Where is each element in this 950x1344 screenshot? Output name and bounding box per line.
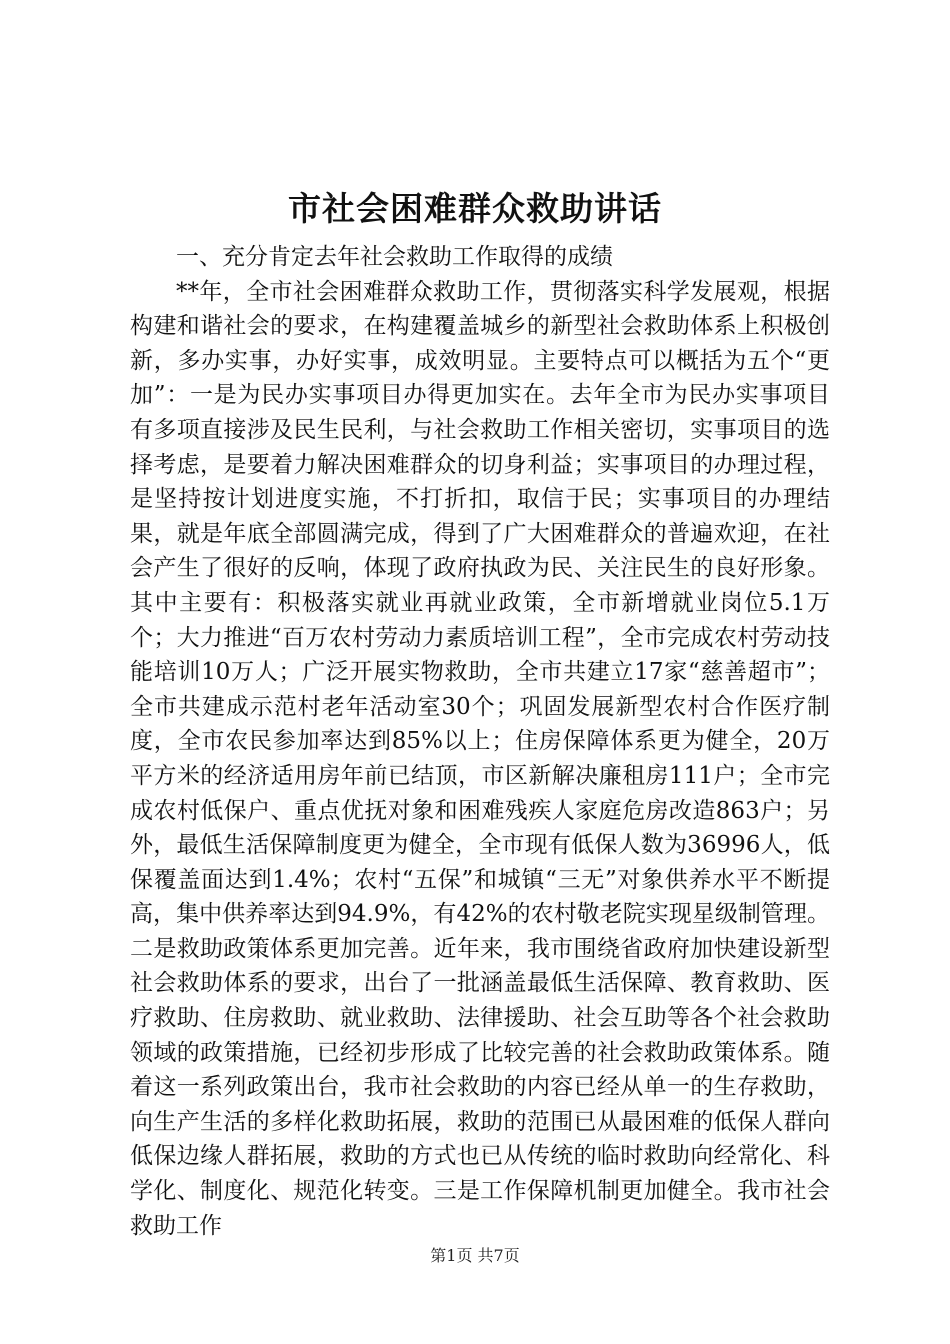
body-paragraph: **年，全市社会困难群众救助工作，贯彻落实科学发展观，根据构建和谐社会的要求，在构建覆盖城乡的新型社会救助体系上积极创新，多办实事，办好实事，成效明显。主要特点可以概括为五个“更加”：一是为民办实事项目办得更加实在。去年全市为民办实事项目有多项直接涉及民生民利，与社会救助工作相关密切，实事项目的选择考虑，是要着力解决困难群众的切身利益；实事项目的办理过程，是坚持按计划进度实施，不打折扣，取信于民；实事项目的办理结果，就是年底全部圆满完成，得到了广大困难群众的普遍欢迎，在社会产生了很好的反响，体现了政府执政为民、关注民生的良好形象。其中主要有：积极落实就业再就业政策，全市新增就业岗位5.1万个；大力推进“百万农村劳动力素质培训工程”，全市完成农村劳动技能培训10万人；广泛开展实物救助，全市共建立17家“慈善超市”；全市共建成示范村老年活动室30个；巩固发展新型农村合作医疗制度，全市农民参加率达到85%以上；住房保障体系更为健全，20万平方米的经济适用房年前已结顶，市区新解决廉租房111户；全市完成农村低保户、重点优抚对象和困难残疾人家庭危房改造863户；另外，最低生活保障制度更为健全，全市现有低保人数为36996人，低保覆盖面达到1.4%；农村“五保”和城镇“三无”对象供养水平不断提高，集中供养率达到94.9%，有42%的农村敬老院实现星级制管理。二是救助政策体系更加完善。近年来，我市围绕省政府加快建设新型社会救助体系的要求，出台了一批涵盖最低生活保障、教育救助、医疗救助、住房救助、就业救助、法律援助、社会互助等各个社会救助领域的政策措施，已经初步形成了比较完善的社会救助政策体系。随着这一系列政策出台，我市社会救助的内容已经从单一的生存救助，向生产生活的多样化救助拓展，救助的范围已从最困难的低保人群向低保边缘人群拓展，救助的方式也已从传统的临时救助向经常化、科学化、制度化、规范化转变。三是工作保障机制更加健全。我市社会救助工作 bbox=[130, 278, 830, 1239]
page-number-footer: 第1页 共7页 bbox=[430, 1246, 520, 1265]
section-heading: 一、充分肯定去年社会救助工作取得的成绩 bbox=[176, 244, 613, 270]
document-title: 市社会困难群众救助讲话 bbox=[288, 189, 662, 228]
document-body bbox=[130, 240, 830, 1243]
